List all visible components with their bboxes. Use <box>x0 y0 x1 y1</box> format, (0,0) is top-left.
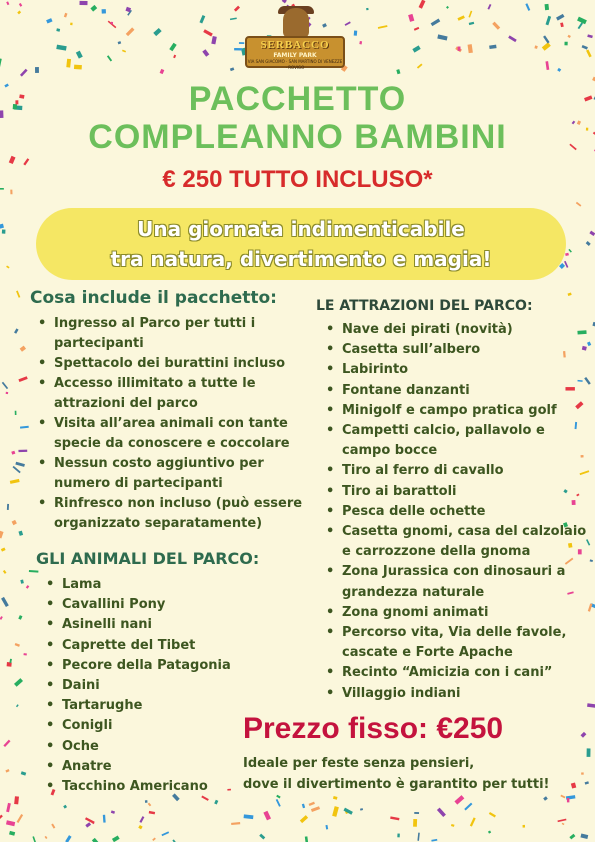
confetti-piece <box>562 823 565 825</box>
confetti-piece <box>9 659 12 663</box>
confetti-piece <box>18 450 27 453</box>
confetti-piece <box>138 825 142 829</box>
confetti-piece <box>51 824 55 829</box>
confetti-piece <box>11 451 15 455</box>
confetti-piece <box>139 816 144 823</box>
list-item: • Labirinto <box>324 360 594 380</box>
confetti-piece <box>111 22 113 25</box>
logo-plate <box>245 36 345 68</box>
confetti-piece <box>378 25 388 29</box>
confetti-piece <box>161 831 169 836</box>
confetti-piece <box>276 799 281 807</box>
confetti-piece <box>5 769 9 773</box>
confetti-piece <box>107 55 112 61</box>
confetti-piece <box>589 231 595 236</box>
confetti-piece <box>457 15 464 20</box>
confetti-piece <box>65 835 71 842</box>
confetti-piece <box>417 833 419 841</box>
confetti-piece <box>153 28 161 36</box>
confetti-piece <box>21 771 27 775</box>
confetti-piece <box>568 292 572 295</box>
confetti-piece <box>111 810 115 814</box>
confetti-piece <box>259 834 265 840</box>
confetti-piece <box>90 5 97 12</box>
list-item: • Pesca delle ochette <box>324 502 594 522</box>
list-item: • Conigli <box>44 716 244 736</box>
confetti-piece <box>6 266 9 269</box>
confetti-piece <box>458 47 461 51</box>
confetti-piece <box>492 22 500 30</box>
confetti-piece <box>0 531 4 539</box>
confetti-piece <box>564 42 567 46</box>
confetti-piece <box>0 815 3 820</box>
confetti-piece <box>7 504 9 510</box>
includes-list <box>36 314 311 534</box>
confetti-piece <box>6 392 9 394</box>
confetti-piece <box>446 6 449 9</box>
list-item: • Tiro al ferro di cavallo <box>324 461 594 481</box>
confetti-piece <box>6 1 9 5</box>
confetti-piece <box>581 772 584 774</box>
confetti-piece <box>14 678 23 687</box>
confetti-piece <box>543 35 550 43</box>
confetti-piece <box>431 839 437 842</box>
confetti-piece <box>12 520 17 525</box>
confetti-piece <box>508 35 517 42</box>
confetti-piece <box>23 653 26 655</box>
confetti-piece <box>230 67 234 71</box>
confetti-piece <box>488 830 491 833</box>
confetti-piece <box>18 531 23 536</box>
confetti-piece <box>10 479 20 484</box>
confetti-piece <box>14 328 19 333</box>
confetti-piece <box>300 815 308 823</box>
confetti-piece <box>18 615 22 620</box>
logo-donkey-icon <box>283 8 309 38</box>
confetti-piece <box>332 806 339 817</box>
list-item: • Daini <box>44 676 244 696</box>
confetti-piece <box>74 65 82 70</box>
confetti-piece <box>523 825 526 828</box>
list-item: • Asinelli nani <box>44 615 244 635</box>
confetti-piece <box>0 224 4 230</box>
list-item: • Tartarughe <box>44 696 244 716</box>
confetti-piece <box>580 834 588 839</box>
confetti-piece <box>148 803 152 807</box>
confetti-piece <box>557 68 561 72</box>
list-item: • Caprette del Tibet <box>44 636 244 656</box>
confetti-piece <box>396 69 400 74</box>
confetti-piece <box>454 795 464 804</box>
list-item: • Lama <box>44 575 244 595</box>
confetti-piece <box>419 0 426 9</box>
list-item: • Nave dei pirati (novità) <box>324 320 594 340</box>
confetti-piece <box>85 822 91 827</box>
confetti-piece <box>305 836 308 842</box>
confetti-piece <box>390 816 399 820</box>
confetti-piece <box>6 820 15 826</box>
confetti-piece <box>489 812 496 818</box>
confetti-piece <box>556 14 564 21</box>
confetti-piece <box>560 22 564 27</box>
list-item: • Campetti calcio, pallavolo e campo bocce <box>324 421 594 461</box>
confetti-piece <box>112 835 120 842</box>
confetti-piece <box>76 51 83 59</box>
logo-name: SERBACCO <box>260 39 330 51</box>
confetti-piece <box>0 58 2 69</box>
includes-heading: Cosa include il pacchetto: <box>30 288 277 308</box>
confetti-piece <box>557 819 566 822</box>
confetti-piece <box>569 834 575 840</box>
list-item: • Zona Jurassica con dinosauri a grandezza naturale <box>324 562 594 602</box>
confetti-piece <box>126 27 135 36</box>
confetti-piece <box>397 833 400 837</box>
confetti-piece <box>545 61 549 70</box>
confetti-piece <box>581 732 587 738</box>
confetti-piece <box>79 1 87 5</box>
confetti-piece <box>345 21 351 25</box>
list-item: • Accesso illimitato a tutte le attrazioni del parco <box>36 374 311 414</box>
confetti-piece <box>276 795 280 799</box>
confetti-piece <box>35 67 39 73</box>
title-line-2: COMPLEANNO BAMBINI <box>88 118 507 156</box>
confetti-piece <box>239 42 244 44</box>
confetti-piece <box>66 59 71 68</box>
list-item: • Rinfresco non incluso (può essere organizzato separatamente) <box>36 494 311 534</box>
confetti-piece <box>1 547 6 551</box>
confetti-piece <box>587 703 595 708</box>
confetti-piece <box>309 802 315 806</box>
confetti-piece <box>437 34 447 40</box>
list-item: • Fontane danzanti <box>324 381 594 401</box>
tagline-line-2: tra natura, divertimento e magia! <box>110 247 492 271</box>
tagline-line-1: Una giornata indimenticabile <box>137 217 465 241</box>
confetti-piece <box>45 836 48 839</box>
confetti-piece <box>325 825 328 830</box>
confetti-piece <box>0 616 3 620</box>
confetti-piece <box>560 795 565 799</box>
confetti-piece <box>464 803 472 811</box>
confetti-piece <box>3 740 10 747</box>
confetti-piece <box>244 814 254 819</box>
confetti-piece <box>366 8 368 10</box>
confetti-piece <box>202 49 209 57</box>
confetti-piece <box>9 831 15 836</box>
serbacco-logo <box>245 6 345 68</box>
confetti-piece <box>587 34 593 38</box>
confetti-piece <box>15 643 20 647</box>
animals-list <box>44 575 244 797</box>
confetti-piece <box>230 17 237 20</box>
confetti-piece <box>214 800 218 805</box>
confetti-piece <box>568 249 572 253</box>
logo-subtitle: FAMILY PARK <box>273 52 317 59</box>
confetti-piece <box>14 796 19 804</box>
note-line-2: dove il divertimento è garantito per tutti! <box>243 777 550 792</box>
confetti-piece <box>20 69 28 77</box>
confetti-piece <box>85 817 95 824</box>
confetti-piece <box>231 822 240 825</box>
confetti-piece <box>211 36 217 44</box>
confetti-piece <box>46 18 52 23</box>
confetti-piece <box>16 704 19 707</box>
confetti-piece <box>64 13 68 18</box>
confetti-piece <box>586 50 592 58</box>
confetti-piece <box>413 819 417 827</box>
confetti-piece <box>26 585 29 589</box>
confetti-piece <box>567 35 570 38</box>
confetti-piece <box>534 45 537 48</box>
fixed-price: Prezzo fisso: €250 <box>243 712 504 745</box>
confetti-piece <box>451 824 455 827</box>
list-item: • Recinto “Amicizia con i cani” <box>324 663 594 683</box>
note-line-1: Ideale per feste senza pensieri, <box>243 756 475 771</box>
confetti-piece <box>487 4 491 10</box>
confetti-piece <box>546 16 552 26</box>
list-item: • Zona gnomi animati <box>324 603 594 623</box>
tagline-banner <box>36 208 566 280</box>
confetti-piece <box>2 382 8 389</box>
confetti-piece <box>2 229 6 233</box>
confetti-piece <box>16 291 20 298</box>
confetti-piece <box>70 23 72 26</box>
list-item: • Tiro ai barattoli <box>324 482 594 502</box>
confetti-piece <box>18 376 27 382</box>
confetti-piece <box>29 570 39 573</box>
list-item: • Anatre <box>44 757 244 777</box>
confetti-piece <box>582 45 588 50</box>
confetti-piece <box>56 45 66 51</box>
confetti-piece <box>149 811 155 815</box>
confetti-piece <box>263 811 271 821</box>
confetti-piece <box>408 14 414 22</box>
confetti-piece <box>470 817 476 826</box>
confetti-piece <box>118 41 122 44</box>
list-item: • Casetta gnomi, casa del calzolaio e carrozzone della gnoma <box>324 522 594 562</box>
list-item: • Tacchino Americano <box>44 777 244 797</box>
confetti-piece <box>152 837 156 840</box>
confetti-piece <box>578 22 583 29</box>
confetti-piece <box>17 11 21 15</box>
attractions-heading: LE ATTRAZIONI DEL PARCO: <box>316 298 533 314</box>
confetti-piece <box>576 202 582 207</box>
confetti-piece <box>586 241 591 246</box>
confetti-piece <box>15 462 25 467</box>
list-item: • Percorso vita, Via delle favole, cascate e Forte Apache <box>324 623 594 663</box>
list-item: • Nessun costo aggiuntivo per numero di partecipanti <box>36 454 311 494</box>
confetti-piece <box>92 838 99 842</box>
list-item: • Cavallini Pony <box>44 595 244 615</box>
list-item: • Minigolf e campo pratica golf <box>324 401 594 421</box>
confetti-piece <box>203 29 213 36</box>
attractions-list <box>324 320 594 704</box>
confetti-piece <box>354 30 358 35</box>
confetti-piece <box>63 805 67 809</box>
confetti-piece <box>431 19 441 27</box>
confetti-piece <box>56 28 60 31</box>
confetti-piece <box>102 9 106 14</box>
confetti-piece <box>169 43 176 51</box>
list-item: • Pecore della Patagonia <box>44 656 244 676</box>
confetti-piece <box>145 800 148 803</box>
confetti-piece <box>234 6 240 12</box>
confetti-piece <box>17 814 24 823</box>
confetti-piece <box>282 0 287 3</box>
confetti-piece <box>414 27 419 31</box>
confetti-piece <box>543 796 548 801</box>
confetti-piece <box>234 48 242 50</box>
confetti-piece <box>173 55 176 59</box>
confetti-piece <box>302 804 305 809</box>
confetti-piece <box>542 42 551 51</box>
list-item: • Casetta sull’albero <box>324 340 594 360</box>
list-item: • Ingresso al Parco per tutti i partecipanti <box>36 314 311 354</box>
confetti-piece <box>417 63 423 68</box>
price-headline: € 250 TUTTO INCLUSO* <box>162 166 433 193</box>
confetti-piece <box>545 4 550 10</box>
confetti-piece <box>108 21 117 29</box>
confetti-piece <box>3 570 7 574</box>
confetti-piece <box>32 836 36 842</box>
list-item: • Visita all’area animali con tante specie da conoscere e coccolare <box>36 414 311 454</box>
confetti-piece <box>525 3 530 11</box>
confetti-piece <box>359 41 362 44</box>
confetti-piece <box>468 44 473 53</box>
confetti-piece <box>23 158 29 165</box>
list-item: • Spettacolo dei burattini incluso <box>36 354 311 374</box>
confetti-piece <box>15 411 17 415</box>
confetti-piece <box>333 796 338 800</box>
confetti-piece <box>103 815 106 823</box>
animals-heading: GLI ANIMALI DEL PARCO: <box>36 549 260 568</box>
list-item: • Oche <box>44 737 244 757</box>
confetti-piece <box>469 22 474 25</box>
confetti-piece <box>1 597 9 607</box>
confetti-piece <box>412 45 420 52</box>
logo-tagline: VIA SAN GIACOMO · SAN MARTINO DI VENEZZE · ROVIGO <box>247 59 343 70</box>
confetti-piece <box>20 426 29 429</box>
confetti-piece <box>360 808 363 811</box>
confetti-piece <box>437 808 446 817</box>
confetti-piece <box>20 346 26 352</box>
confetti-piece <box>199 15 205 23</box>
confetti-piece <box>468 11 472 18</box>
confetti-piece <box>9 156 16 164</box>
title-line-1: PACCHETTO <box>188 80 407 118</box>
list-item: • Villaggio indiani <box>324 684 594 704</box>
confetti-piece <box>160 69 165 74</box>
confetti-piece <box>489 45 496 49</box>
confetti-piece <box>122 50 126 53</box>
confetti-piece <box>19 3 22 7</box>
confetti-piece <box>6 803 11 812</box>
confetti-piece <box>13 466 21 473</box>
confetti-piece <box>344 808 353 815</box>
confetti-piece <box>414 812 419 814</box>
confetti-piece <box>20 579 24 583</box>
confetti-piece <box>567 798 570 802</box>
confetti-piece <box>311 806 320 812</box>
